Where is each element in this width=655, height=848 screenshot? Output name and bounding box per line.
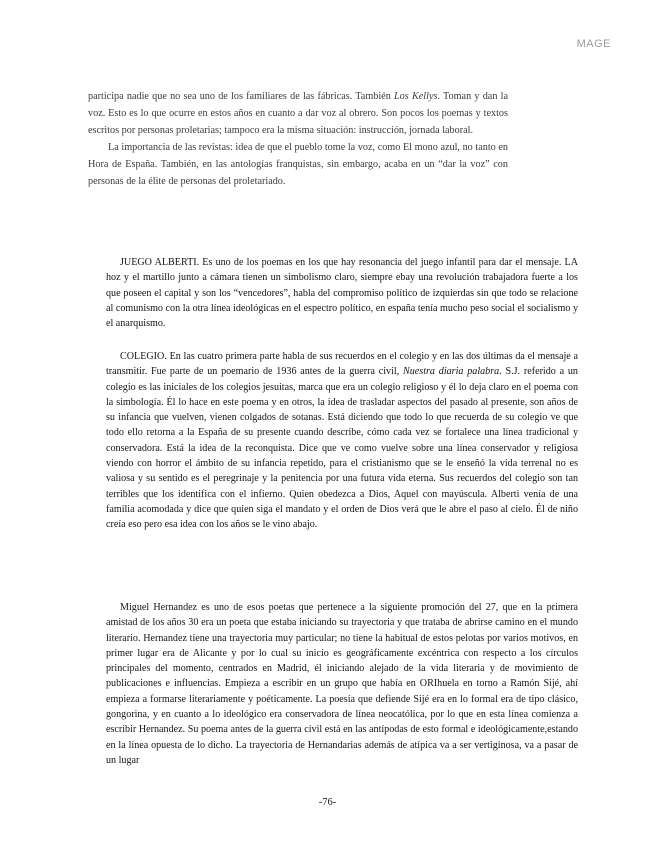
quote-paragraph-1: participa nadie que no sea uno de los familiares de las fábricas. También Los Kellys. Toman y dan la voz. Esto es lo que ocurre en estos años en cuanto a dar voz al obrero. Son pocos los poemas y textos escritos por personas proletarias; tampoco era la misma situación: instrucción, jornada laboral. — [88, 91, 508, 137]
italic-title: Los Kellys — [394, 91, 438, 102]
paragraph-miguel-hernandez: Miguel Hernandez es uno de esos poetas que pertenece a la siguiente promoción del 27, que en la primera amistad de los años 30 era un poeta que estaba iniciando su trayectoria y que trataba de abrirse camino en el mundo literario. Hernandez tiene una trayectoria muy particular; no tiene la habitual de estos pelotas por varios motivos, en primer lugar era de Alicante y por lo cual su inicio es geográficamente excéntrica con respecto a los círculos principales del momento, centrados en Madrid, él iniciando alejado de la vida literaria y de movimiento de publicaciones e influencias. Empieza a escribir en un grupo que había en ORIhuela en torno a Ramón Sijé, ahí empieza a formarse literariamente y poéticamente. La poesía que defiende Sijé era en lo formal era de tipo clásico, gongorina, y en cuanto a lo ideológico era conservadora de línea neocatólica, por lo que en esta línea comienza a escribir Hernandez. Su poema antes de la guerra civil está en las antípodas de esto formal e ideológicamente,estando en la línea opuesta de lo dicho. La trayectoria de Hernandarias además de atípica va a ser vertiginosa, va a pasar de un lugar — [106, 602, 578, 766]
page-number: -76- — [318, 797, 337, 808]
italic-book-title: Nuestra diaria palabra — [403, 366, 500, 378]
header-watermark: MAGE — [576, 38, 611, 50]
quoted-notes-block — [88, 88, 508, 191]
paragraph-juego-alberti: JUEGO ALBERTI. Es uno de los poemas en los que hay resonancia del juego infantil para dar el mensaje. LA hoz y el martillo junto a cámara tienen un simbolismo claro, siempre ebay una revolución trabajadora fuerte a los que poseen el capital y son los “vencedores”, habla del compromiso político de izquierdas sin que todo se relacione al comunismo con la otra línea ideológicas en el espectro político, en españa tenía mucho peso social el socialismo y el anarquismo. — [106, 257, 578, 330]
quote-paragraph-2: La importancia de las revistas: idea de que el pueblo tome la voz, como El mono azul, no tanto en Hora de España. También, en las antologías franquistas, sin embargo, acaba en un “dar la voz” con personas de la élite de personas del proletariado. — [88, 142, 508, 188]
paragraph-colegio: COLEGIO. En las cuatro primera parte habla de sus recuerdos en el colegio y en las dos últimas da el mensaje a transmitir. Fue parte de un poemario de 1936 antes de la guerra civil, Nuestra diaria palabra. S.J. referido a un colegio es las iniciales de los colegios jesuitas, marca que era un colegio religioso y él lo deja claro en el poema con la simbología. Él lo hace en este poema y en otros, la idea de trasladar aspectos del pasado al presente, son años de su infancia que vuelven, vienen colgados de sotanas. Está diciendo que todo lo que recuerda de su colegio ve que todo ello retorna a la España de su presente cuando describe, cómo cada vez se fortalece una línea tradicional y conservadora. Está la idea de la reconquista. Dice que ve como vuelve sobre una línea conservador y religiosa viendo con horror el ámbito de su infancia repetido, para el cristianismo que se le enseñó la vida terrenal no es valiosa y su sentido es el peregrinaje y la penitencia por una futura vida eterna. Sus recuerdos del colegio son tan terribles que los identifica con el infierno. Quien obedezca a Dios, Aquel con mayúscula. Alberti venía de una familia acomodada y dice que quien siga el mandato y el orden de Dios verá que le abre el paso al cielo. Él de niño creía eso pero esa idea con los años se le vino abajo. — [106, 351, 578, 531]
